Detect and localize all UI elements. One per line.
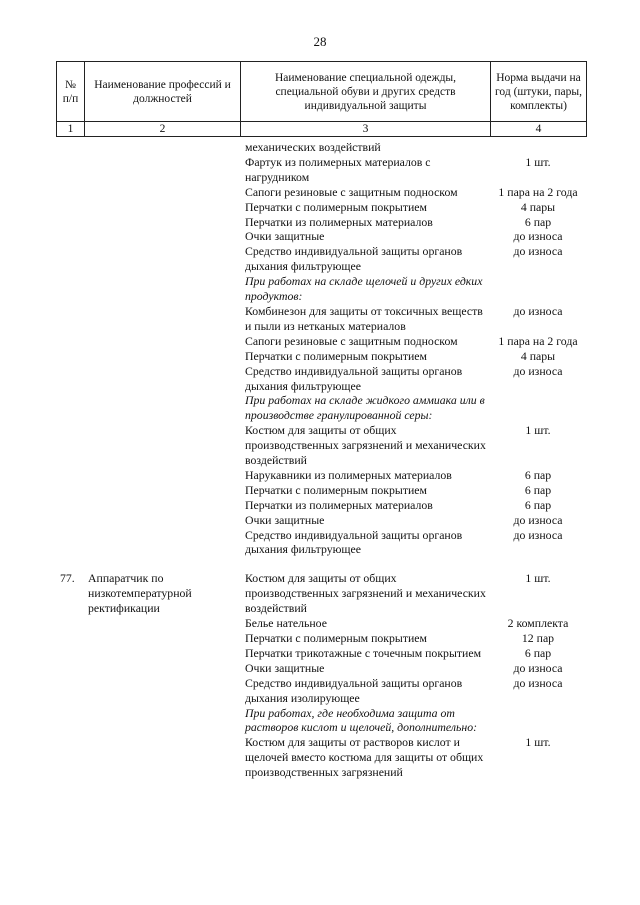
table-row <box>56 528 586 558</box>
row-item: Очки защитные <box>245 512 325 527</box>
row-item: Сапоги резиновые с защитным подноском <box>245 333 458 348</box>
row-norm: до износа <box>513 229 563 244</box>
table-row <box>56 513 586 528</box>
table-row <box>56 616 586 631</box>
table-row <box>56 140 586 155</box>
row-item: Перчатки с полимерным покрытием <box>245 348 428 363</box>
row-item: Перчатки с полимерным покрытием <box>245 199 428 214</box>
table-body <box>56 140 586 780</box>
row-number: 77. <box>60 571 75 586</box>
header-norm: Норма выдачи на год (штуки, пары, комплекты) <box>491 62 587 122</box>
table-row <box>56 364 586 394</box>
row-norm: до износа <box>513 244 563 259</box>
row-norm: 6 пар <box>524 497 552 512</box>
table-row <box>56 423 586 468</box>
table-row <box>56 155 586 185</box>
row-item: Очки защитные <box>245 229 325 244</box>
table-row <box>56 661 586 676</box>
row-item: механических воздействий <box>245 140 381 154</box>
row-norm: до износа <box>513 363 563 378</box>
header-index-1: 1 <box>57 122 85 137</box>
row-item: Перчатки трикотажные с точечным покрытием <box>245 645 482 660</box>
row-item: Комбинезон для защиты от токсичных веществ и пыли из нетканых материалов <box>245 303 483 333</box>
table-row <box>56 200 586 215</box>
table-row <box>56 393 586 423</box>
row-item: Нарукавники из полимерных материалов <box>245 467 452 482</box>
row-item: Перчатки с полимерным покрытием <box>245 631 428 645</box>
row-item: Перчатки с полимерным покрытием <box>245 482 428 497</box>
table-row <box>56 215 586 230</box>
row-norm: до износа <box>513 527 563 542</box>
row-item: Средство индивидуальной защиты органов дыхания изолирующее <box>245 675 463 705</box>
table-row <box>56 229 586 244</box>
row-norm: 4 пары <box>520 199 556 214</box>
row-norm: 1 шт. <box>525 154 551 169</box>
table-row <box>56 274 586 304</box>
row-item: Костюм для защиты от общих производственных загрязнений и механических воздействий <box>245 423 486 468</box>
header-index-2: 2 <box>85 122 241 137</box>
row-norm: до износа <box>513 660 563 675</box>
row-norm: 12 пар <box>521 631 555 645</box>
row-item: Костюм для защиты от общих производственных загрязнений и механических воздействий <box>245 571 486 616</box>
table-row <box>56 185 586 200</box>
row-norm: до износа <box>513 512 563 527</box>
page-number: 28 <box>313 34 327 49</box>
row-item: При работах на складе жидкого аммиака или в производстве гранулированной серы: <box>245 393 485 423</box>
row-item: При работах на складе щелочей и других едких продуктов: <box>245 274 483 304</box>
row-item: Сапоги резиновые с защитным подноском <box>245 184 458 199</box>
table-row <box>56 676 586 706</box>
row-norm: 2 комплекта <box>507 616 569 631</box>
table-header <box>56 61 587 137</box>
row-item: При работах, где необходима защита от растворов кислот и щелочей, дополнительно: <box>245 705 478 735</box>
row-item: Средство индивидуальной защиты органов дыхания фильтрующее <box>245 244 463 274</box>
row-item: Средство индивидуальной защиты органов дыхания фильтрующее <box>245 527 463 557</box>
row-norm: 1 шт. <box>525 423 551 438</box>
row-norm: 6 пар <box>524 214 552 229</box>
table-row <box>56 706 586 736</box>
row-item: Фартук из полимерных материалов с нагрудником <box>245 154 431 184</box>
table-row <box>56 349 586 364</box>
table-row <box>56 334 586 349</box>
table-row <box>56 483 586 498</box>
table-row <box>56 468 586 483</box>
header-index-3: 3 <box>241 122 491 137</box>
header-index-4: 4 <box>491 122 587 137</box>
row-item: Перчатки из полимерных материалов <box>245 497 433 512</box>
row-norm: 6 пар <box>524 645 552 660</box>
row-norm: 1 пара на 2 года <box>498 333 578 348</box>
row-norm: 1 шт. <box>525 735 551 750</box>
header-num: № п/п <box>57 62 85 122</box>
table-row <box>56 498 586 513</box>
row-profession: Аппаратчик по низкотемпературной ректификации <box>88 571 192 616</box>
row-item: Очки защитные <box>245 660 325 675</box>
row-norm: до износа <box>513 675 563 690</box>
table-row <box>56 571 586 616</box>
row-norm: 1 шт. <box>525 571 551 586</box>
row-norm: 6 пар <box>524 482 552 497</box>
row-norm: 6 пар <box>524 467 552 482</box>
table-row <box>56 631 586 646</box>
table-row <box>56 244 586 274</box>
header-profession: Наименование профессий и должностей <box>85 62 241 122</box>
header-item: Наименование специальной одежды, специальной обуви и других средств индивидуальной защиты <box>241 62 491 122</box>
row-item: Белье нательное <box>245 616 327 631</box>
table-row <box>56 735 586 780</box>
row-norm: 4 пары <box>520 348 556 363</box>
row-item: Перчатки из полимерных материалов <box>245 214 433 229</box>
row-item: Костюм для защиты от растворов кислот и щелочей вместо костюма для защиты от общих производственных загрязнений <box>245 735 484 780</box>
row-norm: 1 пара на 2 года <box>498 184 578 199</box>
table-row <box>56 304 586 334</box>
row-norm: до износа <box>513 303 563 318</box>
row-item: Средство индивидуальной защиты органов дыхания фильтрующее <box>245 363 463 393</box>
table-row <box>56 646 586 661</box>
